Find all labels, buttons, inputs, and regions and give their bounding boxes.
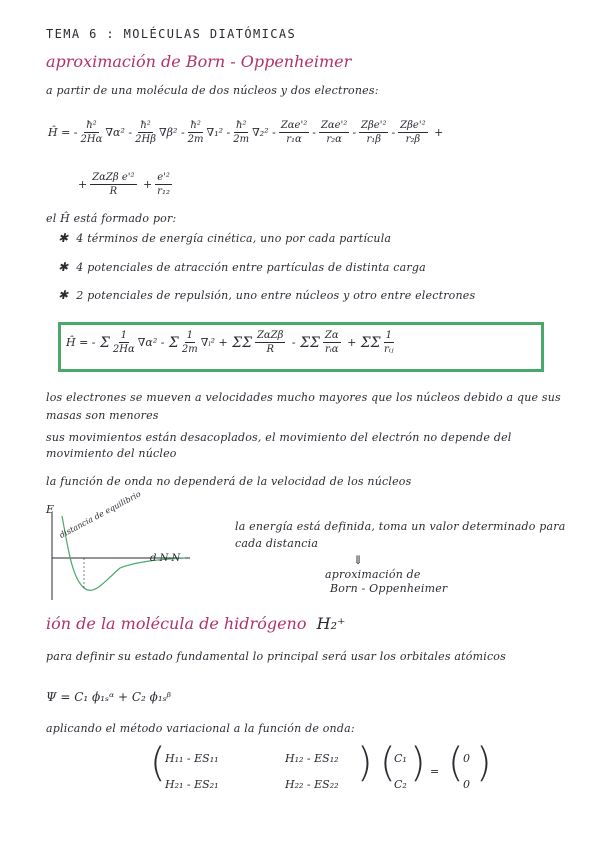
nuclear-repulsion-term: $\frac{\text{ZαZβ e'²}}{R}$: [92, 172, 135, 197]
right-paren: ): [410, 740, 426, 786]
hamiltonian-line-1: Ĥ = - $\frac{\text{ħ²}}{2H\alpha}$ ∇α² - $\frac{\text{ħ²}}{2H\beta}$ ∇β² - $\frac{\text{ħ²}}{2m}$ ∇₁² - $\frac{\text{ħ²}}{2m}$ ∇₂² - $\frac{\text{Zαe'²}}{\text{r₁α}}$ - $\frac{\text{Zαe'²}}{\text{r₂α}}$ - $\frac{\text{Zβe'²}}{\text{r₁β}}$ - $\frac{\text{Zβe'²}}{\text{r₂β}}$ +: [48, 120, 444, 145]
bullet-item: ✱ 2 potenciales de repulsión, uno entre núcleos y otro entre electrones: [58, 288, 476, 302]
left-paren: (: [150, 740, 166, 786]
attraction-term-4: $\frac{\text{Zβe'²}}{\text{r₂β}}$: [400, 120, 426, 145]
kinetic-term-e1: $\frac{\text{ħ²}}{2m}$: [187, 120, 204, 145]
psi-equation: Ψ = C₁ ϕ₁ₛᵅ + C₂ ϕ₁ₛᵝ: [46, 690, 172, 704]
kinetic-term-e2: $\frac{\text{ħ²}}{2m}$: [233, 120, 250, 145]
zero-vector-2: 0: [463, 778, 470, 791]
operator: ∇₁²: [206, 126, 224, 139]
vector-c1: C₁: [394, 752, 407, 765]
h2-plus-formula: H₂⁺: [316, 614, 346, 633]
operator: ∇ᵢ²: [200, 336, 216, 349]
boxed-term-2: $\frac{1}{2m}$: [181, 330, 198, 355]
electron-repulsion-term: $\frac{\text{e'²}}{\text{r₁₂}}$: [157, 172, 170, 197]
operator: ∇α²: [105, 126, 125, 139]
boxed-term-3: $\frac{\text{ZαZβ}}{R}$: [256, 330, 284, 355]
operator: ∇₂²: [252, 126, 269, 139]
down-arrow-icon: ⇓: [353, 553, 364, 567]
sum-symbol: Σ: [164, 334, 179, 351]
double-sum-symbol: ΣΣ: [295, 334, 320, 351]
zero-vector-1: 0: [463, 752, 470, 765]
intro-text: a partir de una molécula de dos núcleos y dos electrones:: [46, 84, 379, 97]
bullet-item: ✱ 4 términos de energía cinética, uno por cada partícula: [58, 231, 392, 245]
section-heading-born-oppenheimer: aproximación de Born - Oppenheimer: [46, 52, 352, 71]
paragraph-electron-speed: los electrones se mueven a velocidades mucho mayores que los núcleos debido a que sus masas son menores: [46, 391, 561, 422]
variational-text: aplicando el método variacional a la función de onda:: [46, 722, 355, 735]
formed-by-text: el Ĥ está formado por:: [46, 212, 177, 225]
attraction-term-1: $\frac{\text{Zαe'²}}{\text{r₁α}}$: [280, 120, 308, 145]
operator: ∇β²: [159, 126, 178, 139]
kinetic-term-alpha: $\frac{\text{ħ²}}{2H\alpha}$: [80, 120, 103, 145]
matrix-r2c1: H₂₁ - ES₂₁: [165, 778, 219, 791]
bullet-item: ✱ 4 potenciales de atracción entre partículas de distinta carga: [58, 260, 426, 274]
paragraph-decoupled: sus movimientos están desacoplados, el movimiento del electrón no depende del movimiento del núcleo: [46, 431, 512, 460]
equals-sign: =: [430, 765, 440, 778]
hamiltonian-lhs: Ĥ = -: [48, 126, 78, 139]
right-paren: ): [476, 740, 492, 786]
vector-c2: C₂: [394, 778, 407, 791]
graph-y-label: E: [46, 503, 55, 516]
boxed-term-4: $\frac{Z\alpha}{\text{rᵢα}}$: [324, 330, 339, 355]
boxed-equation: Ĥ = - Σ $\frac{1}{2H\alpha}$ ∇α² - Σ $\frac{1}{2m}$ ∇ᵢ² + ΣΣ $\frac{\text{ZαZβ}}{R}$ - ΣΣ $\frac{Z\alpha}{\text{rᵢα}}$ + ΣΣ $\frac{1}{\text{rᵢⱼ}}$: [66, 330, 394, 355]
paragraph-wavefunction: la función de onda no dependerá de la velocidad de los núcleos: [46, 475, 412, 488]
kinetic-term-beta: $\frac{\text{ħ²}}{2H\beta}$: [135, 120, 156, 145]
hamiltonian-line-2: + $\frac{\text{ZαZβ e'²}}{R}$ + $\frac{\text{e'²}}{\text{r₁₂}}$: [78, 172, 170, 197]
matrix-r2c2: H₂₂ - ES₂₂: [285, 778, 339, 791]
boxed-term-5: $\frac{1}{\text{rᵢⱼ}}$: [384, 330, 394, 355]
operator: ∇α²: [137, 336, 158, 349]
double-sum-symbol: ΣΣ: [356, 334, 381, 351]
conclusion-line-2: Born - Oppenheimer: [330, 582, 448, 595]
left-paren: (: [448, 740, 464, 786]
double-sum-symbol: ΣΣ: [227, 334, 252, 351]
page-title: TEMA 6 : MOLÉCULAS DIATÓMICAS: [46, 27, 297, 41]
section2-intro: para definir su estado fundamental lo principal será usar los orbitales atómicos: [46, 650, 506, 663]
bullet-star-icon: ✱: [58, 288, 77, 302]
graph-curve-note: distancia de equilibrio: [58, 489, 143, 540]
conclusion-line-1: aproximación de: [325, 568, 421, 581]
right-paren: ): [357, 740, 373, 786]
boxed-lhs: Ĥ = -: [66, 336, 96, 349]
sum-symbol: Σ: [95, 334, 110, 351]
matrix-r1c2: H₁₂ - ES₁₂: [285, 752, 339, 765]
attraction-term-2: $\frac{\text{Zαe'²}}{\text{r₂α}}$: [320, 120, 348, 145]
section-heading-hydrogen-ion: ión de la molécula de hidrógeno H₂⁺: [46, 614, 346, 633]
graph-note: la energía está definida, toma un valor determinado para cada distancia: [235, 520, 566, 550]
matrix-r1c1: H₁₁ - ES₁₁: [165, 752, 219, 765]
graph-x-label: d N N: [150, 553, 181, 564]
bullet-star-icon: ✱: [58, 231, 77, 245]
attraction-term-3: $\frac{\text{Zβe'²}}{\text{r₁β}}$: [361, 120, 387, 145]
left-paren: (: [380, 740, 396, 786]
bullet-star-icon: ✱: [58, 260, 77, 274]
boxed-term-1: $\frac{1}{2H\alpha}$: [112, 330, 135, 355]
